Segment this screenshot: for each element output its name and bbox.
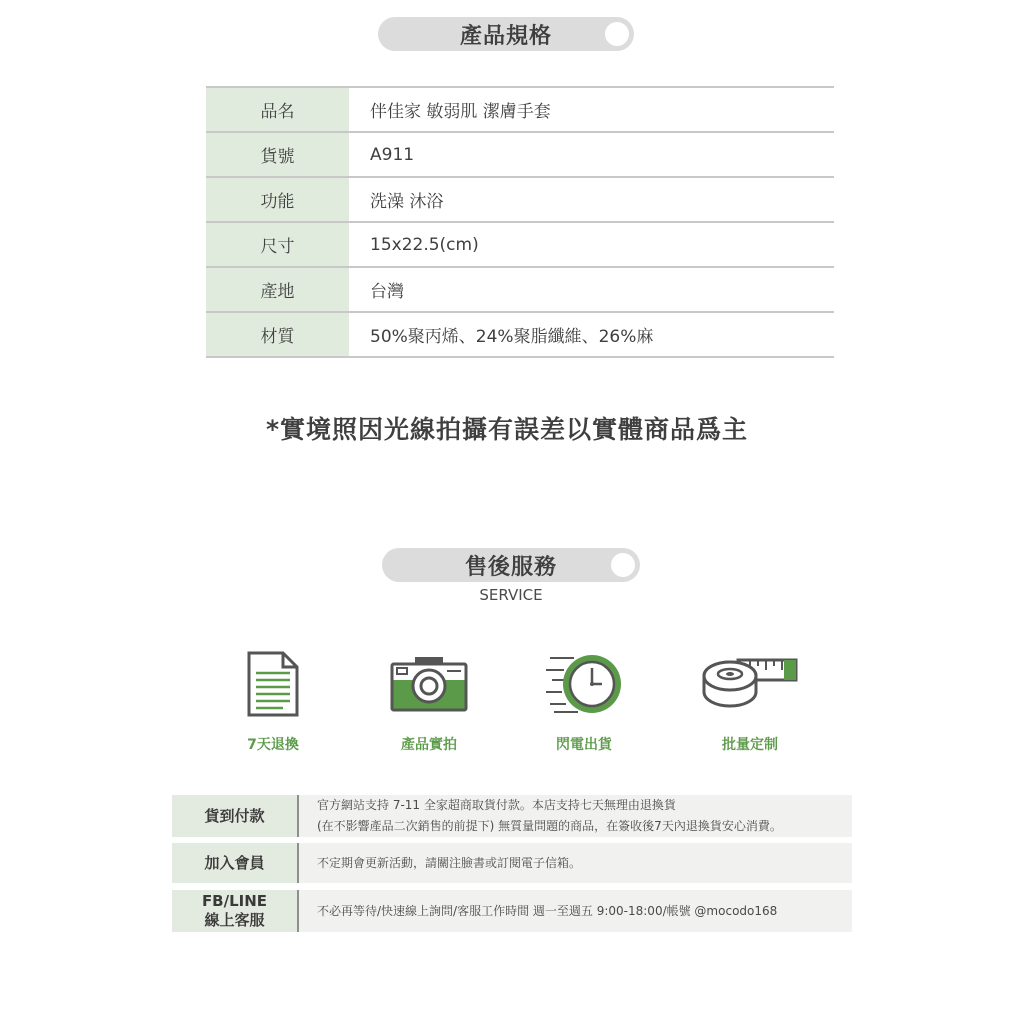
spec-row	[206, 223, 834, 268]
service-label: 批量定制	[722, 737, 778, 753]
info-label-line: 線上客服	[204, 911, 265, 929]
info-label: 貨到付款	[172, 795, 299, 837]
spec-label: 品名	[206, 88, 349, 131]
spec-value: A911	[370, 144, 415, 165]
service-label: 7天退換	[247, 737, 299, 753]
spec-row	[206, 133, 834, 178]
spec-row	[206, 88, 834, 133]
photo-disclaimer: *實境照因光線拍攝有誤差以實體商品爲主	[265, 415, 749, 444]
info-line: 官方網站支持 7-11 全家超商取貨付款。本店支持七天無理由退換貨	[317, 798, 676, 812]
service-item-photo	[349, 648, 509, 754]
spec-label: 材質	[206, 313, 349, 356]
spec-table	[206, 86, 834, 358]
service-item-return	[193, 648, 353, 754]
spec-value: 伴佳家 敏弱肌 潔膚手套	[370, 102, 551, 122]
spec-value: 50%聚丙烯、24%聚脂纖維、26%麻	[370, 327, 654, 347]
info-line: 不定期會更新活動，請關注臉書或訂閱電子信箱。	[317, 855, 582, 870]
spec-row	[206, 268, 834, 313]
spec-row	[206, 313, 834, 358]
spec-label: 尺寸	[206, 223, 349, 266]
service-heading-pill	[382, 548, 640, 582]
service-label: 閃電出貨	[556, 737, 612, 753]
document-icon	[245, 649, 301, 719]
spec-row	[206, 178, 834, 223]
pill-dot-decoration	[605, 22, 629, 46]
info-text	[299, 843, 852, 883]
spec-heading: 產品規格	[459, 23, 552, 49]
camera-icon	[389, 654, 469, 714]
service-heading: 售後服務	[464, 554, 557, 580]
pill-dot-decoration	[611, 553, 635, 577]
info-label	[172, 890, 299, 932]
spec-value: 台灣	[370, 282, 404, 302]
info-line: (在不影響產品二次銷售的前提下) 無質量問題的商品，在簽收後7天內退換貨安心消費。	[317, 819, 782, 833]
info-row-membership	[172, 843, 852, 883]
spec-heading-pill	[378, 17, 634, 51]
service-subtitle: SERVICE	[479, 586, 543, 604]
spec-label: 產地	[206, 268, 349, 311]
spec-label: 功能	[206, 178, 349, 221]
info-text	[299, 795, 852, 837]
info-row-cod	[172, 795, 852, 837]
spec-value: 洗澡 沐浴	[370, 192, 444, 212]
info-row-online-support	[172, 890, 852, 932]
info-text	[299, 890, 852, 932]
spec-label: 貨號	[206, 133, 349, 176]
service-item-fast-shipping	[504, 648, 664, 754]
service-item-custom	[670, 648, 830, 754]
info-label-line: FB/LINE	[201, 892, 268, 910]
info-label: 加入會員	[172, 843, 299, 883]
fast-clock-icon	[544, 652, 624, 716]
spec-value: 15x22.5(cm)	[370, 234, 479, 255]
service-label: 產品實拍	[401, 737, 457, 753]
info-line: 不必再等待/快速線上詢問/客服工作時間 週一至週五 9:00-18:00/帳號 @mocodo168	[317, 903, 778, 918]
measuring-tape-icon	[700, 654, 800, 714]
